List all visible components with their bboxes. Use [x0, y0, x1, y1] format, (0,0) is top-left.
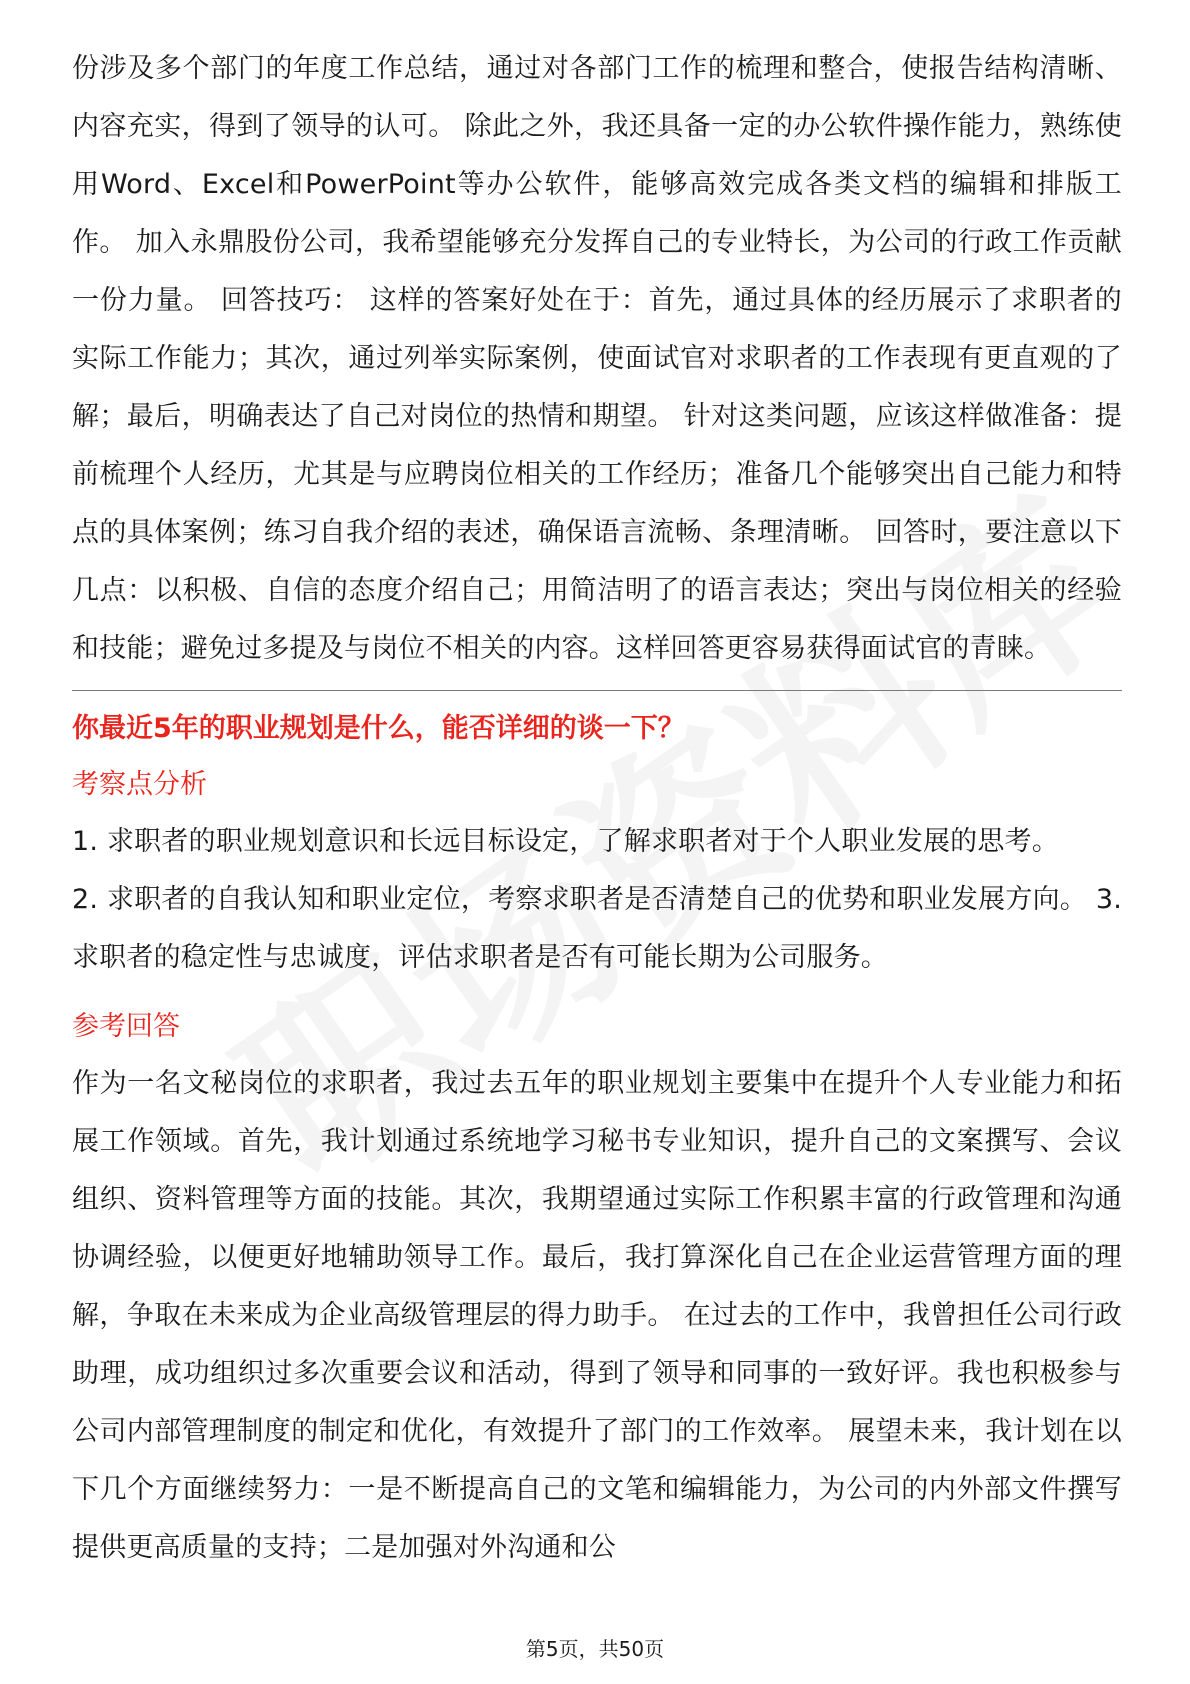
spacer	[72, 987, 1122, 999]
answer-heading: 参考回答	[72, 1011, 180, 1042]
analysis-point-2: 2. 求职者的自我认知和职业定位，考察求职者是否清楚自己的优势和职业发展方向。 3. 求职者的稳定性与忠诚度，评估求职者是否有可能长期为公司服务。	[72, 884, 1122, 973]
body-paragraph-intro: 份涉及多个部门的年度工作总结，通过对各部门工作的梳理和整合，使报告结构清晰、内容充实，得到了领导的认可。 除此之外，我还具备一定的办公软件操作能力，熟练使用Word、Excel和PowerPoint等办公软件，能够高效完成各类文档的编辑和排版工作。 加入永鼎股份公司，我希望能够充分发挥自己的专业特长，为公司的行政工作贡献一份力量。 回答技巧： 这样的答案好处在于：首先，通过具体的经历展示了求职者的实际工作能力；其次，通过列举实际案例，使面试官对求职者的工作表现有更直观的了解；最后，明确表达了自己对岗位的热情和期望。 针对这类问题，应该这样做准备：提前梳理个人经历，尤其是与应聘岗位相关的工作经历；准备几个能够突出自己能力和特点的具体案例；练习自我介绍的表述，确保语言流畅、条理清晰。 回答时，要注意以下几点：以积极、自信的态度介绍自己；用简洁明了的语言表达；突出与岗位相关的经验和技能；避免过多提及与岗位不相关的内容。这样回答更容易获得面试官的青睐。	[72, 53, 1122, 664]
document-page	[72, 40, 1122, 1577]
analysis-point-1: 1. 求职者的职业规划意识和长远目标设定，了解求职者对于个人职业发展的思考。	[72, 826, 1059, 857]
question-heading: 你最近5年的职业规划是什么，能否详细的谈一下？	[72, 713, 685, 744]
analysis-heading: 考察点分析	[72, 769, 207, 800]
answer-paragraph: 作为一名文秘岗位的求职者，我过去五年的职业规划主要集中在提升个人专业能力和拓展工作领域。首先，我计划通过系统地学习秘书专业知识，提升自己的文案撰写、会议组织、资料管理等方面的技能。其次，我期望通过实际工作积累丰富的行政管理和沟通协调经验，以便更好地辅助领导工作。最后，我打算深化自己在企业运营管理方面的理解，争取在未来成为企业高级管理层的得力助手。 在过去的工作中，我曾担任公司行政助理，成功组织过多次重要会议和活动，得到了领导和同事的一致好评。我也积极参与公司内部管理制度的制定和优化，有效提升了部门的工作效率。 展望未来，我计划在以下几个方面继续努力：一是不断提高自己的文笔和编辑能力，为公司的内外部文件撰写提供更高质量的支持；二是加强对外沟通和公	[72, 1068, 1122, 1563]
page-number: 第5页，共50页	[525, 1637, 665, 1661]
section-divider	[72, 690, 1122, 691]
